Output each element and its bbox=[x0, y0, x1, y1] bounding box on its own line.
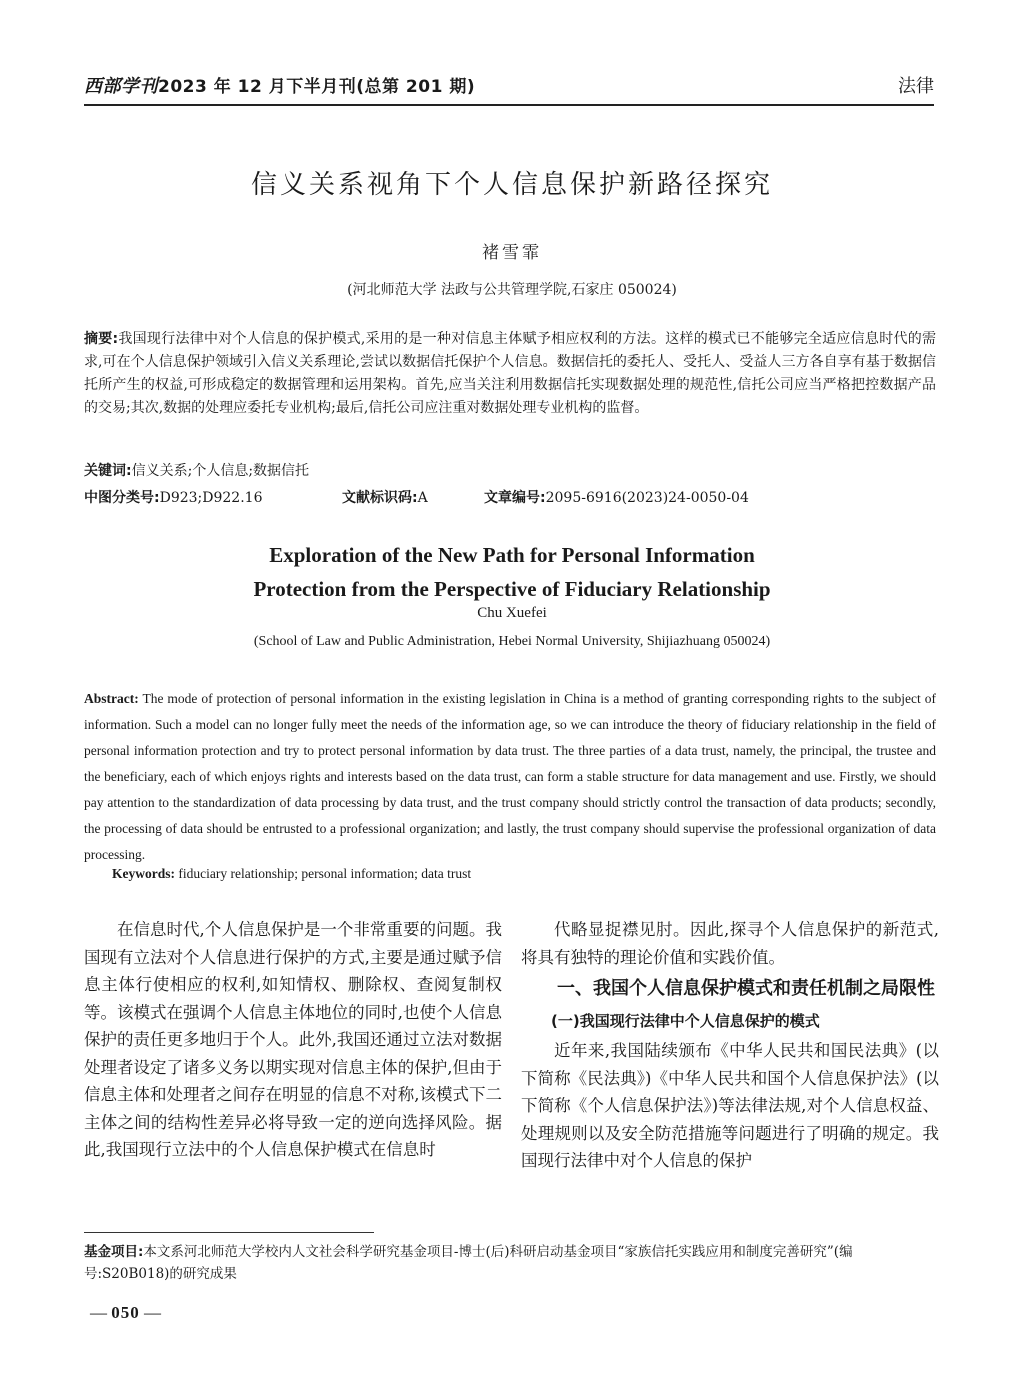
journal-logo: 西部学刊 bbox=[84, 76, 158, 97]
title-english-line2: Protection from the Perspective of Fiduciary Relationship bbox=[253, 577, 771, 601]
author-english: Chu Xuefei bbox=[477, 605, 547, 621]
keywords-chinese-text: 信义关系;个人信息;数据信托 bbox=[131, 463, 310, 479]
abstract-chinese-text: 我国现行法律中对个人信息的保护模式,采用的是一种对信息主体赋予相应权利的方法。这样的模式已不能够完全适应信息时代的需求,可在个人信息保护领域引入信义关系理论,尝试以数据信托保护个人信息。数据信托的委托人、受托人、受益人三方各自享有基于数据信托所产生的权益,可形成稳定的数据管理和运用架构。首先,应当关注利用数据信托实现数据处理的规范性,信托公司应当严格把控数据产品的交易;其次,数据的处理应委托专业机构;最后,信托公司应注重对数据处理专业机构的监督。 bbox=[84, 331, 936, 416]
section-heading: 一、我国个人信息保护模式和责任机制之局限性 bbox=[557, 978, 935, 999]
section-label: 法律 bbox=[898, 76, 934, 97]
abstract-chinese bbox=[84, 328, 936, 420]
document-code-value: A bbox=[417, 490, 428, 506]
footnote-divider bbox=[84, 1232, 374, 1233]
body-left-column bbox=[84, 916, 502, 1164]
affiliation-chinese: (河北师范大学 法政与公共管理学院,石家庄 050024) bbox=[347, 282, 677, 298]
author-chinese: 褚雪霏 bbox=[482, 243, 542, 263]
header-divider bbox=[84, 104, 934, 106]
subsection-heading: (一)我国现行法律中个人信息保护的模式 bbox=[551, 1012, 820, 1030]
body-paragraph: 在信息时代,个人信息保护是一个非常重要的问题。我国现有立法对个人信息进行保护的方式,主要是通过赋予信息主体行使相应的权利,如知情权、删除权、查阅复制权等。该模式在强调个人信息主体地位的同时,也使个人信息保护的责任更多地归于个人。此外,我国还通过立法对数据处理者设定了诸多义务以期实现对信息主体的保护,但由于信息主体和处理者之间存在明显的信息不对称,该模式下二主体之间的结构性差异必将导致一定的逆向选择风险。据此,我国现行立法中的个人信息保护模式在信息时 bbox=[84, 920, 502, 1159]
funding-label: 基金项目: bbox=[84, 1244, 144, 1260]
clc-value: D923;D922.16 bbox=[159, 490, 263, 506]
abstract-english bbox=[84, 686, 936, 868]
keywords-chinese bbox=[84, 460, 309, 480]
abstract-english-text: The mode of protection of personal information in the existing legislation in China is a method of granting corresponding rights to the subject of information. Such a model can no longer fully meet the needs of the information age, so we can introduce the theory of fiduciary relationship in the field of personal information protection and try to protect personal information by data trust. The three parties of a data trust, namely, the principal, the trustee and the beneficiary, each of which enjoys rights and interests based on the data trust, can form a stable structure for data management and use. Firstly, we should pay attention to the standardization of data processing by data trust, and the trust company should strictly control the transaction of data products; secondly, the processing of data should be entrusted to a professional organization; and lastly, the trust company should supervise the professional organization of data processing. bbox=[84, 691, 936, 862]
journal-issue: 2023 年 12 月下半月刊(总第 201 期) bbox=[158, 77, 476, 97]
affiliation-english: (School of Law and Public Administration, Hebei Normal University, Shijiazhuang 050024) bbox=[253, 634, 771, 649]
abstract-english-label: Abstract: bbox=[84, 691, 139, 706]
clc-number bbox=[84, 487, 262, 507]
article-number-label: 文章编号: bbox=[484, 490, 546, 506]
page-number-value: 050 bbox=[111, 1303, 140, 1322]
document-code bbox=[342, 487, 428, 507]
article-number bbox=[484, 487, 749, 507]
title-chinese: 信义关系视角下个人信息保护新路径探究 bbox=[250, 170, 773, 200]
keywords-english-text: fiduciary relationship; personal information; data trust bbox=[178, 866, 472, 881]
funding-text: 本文系河北师范大学校内人文社会科学研究基金项目-博士(后)科研启动基金项目“家族信托实践应用和制度完善研究”(编号:S20B018)的研究成果 bbox=[84, 1244, 853, 1282]
document-code-label: 文献标识码: bbox=[342, 490, 418, 506]
body-right-column bbox=[521, 916, 939, 1175]
title-english bbox=[0, 538, 1024, 606]
body-paragraph: 近年来,我国陆续颁布《中华人民共和国民法典》(以下简称《民法典》)《中华人民共和国个人信息保护法》(以下简称《个人信息保护法》)等法律法规,对个人信息权益、处理规则以及安全防范措施等问题进行了明确的规定。我国现行法律中对个人信息的保护 bbox=[521, 1041, 939, 1170]
title-english-line1: Exploration of the New Path for Personal Information bbox=[269, 543, 755, 567]
funding-footnote bbox=[84, 1241, 936, 1285]
keywords-chinese-label: 关键词: bbox=[84, 463, 132, 479]
clc-label: 中图分类号: bbox=[84, 490, 160, 506]
page-number: — 050 — bbox=[90, 1303, 161, 1322]
abstract-chinese-label: 摘要: bbox=[84, 331, 119, 347]
body-paragraph: 代略显捉襟见肘。因此,探寻个人信息保护的新范式,将具有独特的理论价值和实践价值。 bbox=[521, 920, 939, 967]
keywords-english-label: Keywords: bbox=[112, 866, 175, 881]
article-number-value: 2095-6916(2023)24-0050-04 bbox=[545, 490, 749, 506]
journal-header bbox=[84, 72, 475, 98]
keywords-english bbox=[112, 866, 471, 882]
